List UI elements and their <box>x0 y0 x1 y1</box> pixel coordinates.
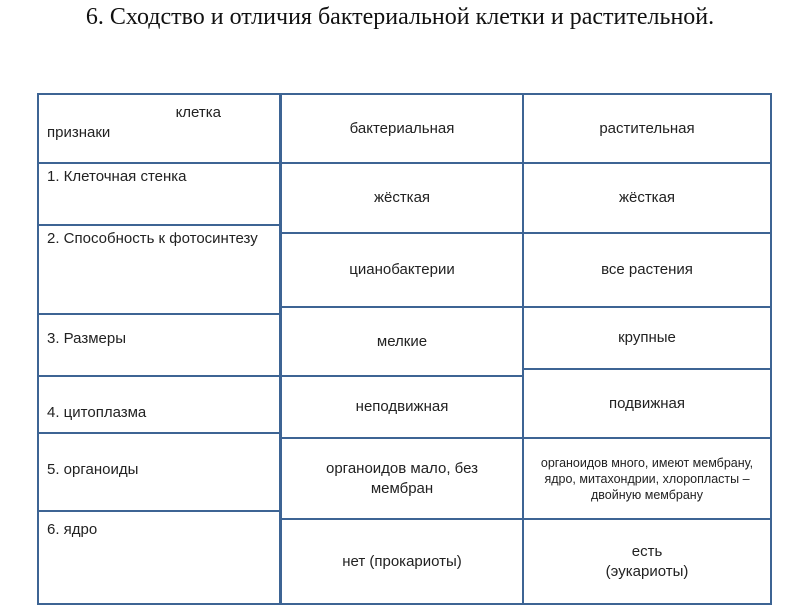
bacterial-cell: жёсткая <box>280 162 524 234</box>
plant-cell: подвижная <box>522 368 772 439</box>
header-corner-cell <box>37 93 281 164</box>
plant-cell: есть (эукариоты) <box>522 518 772 605</box>
header-plant: растительная <box>522 93 772 164</box>
plant-cell: органоидов много, имеют мембрану, ядро, митахондрии, хлоропласты – двойную мембрану <box>522 437 772 520</box>
plant-cell: жёсткая <box>522 162 772 234</box>
plant-cell: крупные <box>522 306 772 370</box>
header-feature-label: признаки <box>47 124 111 141</box>
bacterial-cell: мелкие <box>280 306 524 377</box>
plant-cell: все растения <box>522 232 772 308</box>
bacterial-cell: неподвижная <box>280 375 524 439</box>
header-bacterial: бактериальная <box>280 93 524 164</box>
feature-cell: 6. ядро <box>37 510 281 605</box>
bacterial-cell: органоидов мало, без мембран <box>280 437 524 520</box>
feature-cell: 1. Клеточная стенка <box>37 162 281 226</box>
feature-cell: 3. Размеры <box>37 313 281 377</box>
slide-title: 6. Сходство и отличия бактериальной клетки и растительной. <box>85 4 715 30</box>
bacterial-cell: цианобактерии <box>280 232 524 308</box>
feature-cell: 5. органоиды <box>37 432 281 512</box>
feature-cell: 4. цитоплазма <box>37 375 281 434</box>
header-cell-label: клетка <box>175 104 221 121</box>
bacterial-cell: нет (прокариоты) <box>280 518 524 605</box>
feature-cell: 2. Способность к фотосинтезу <box>37 224 281 315</box>
